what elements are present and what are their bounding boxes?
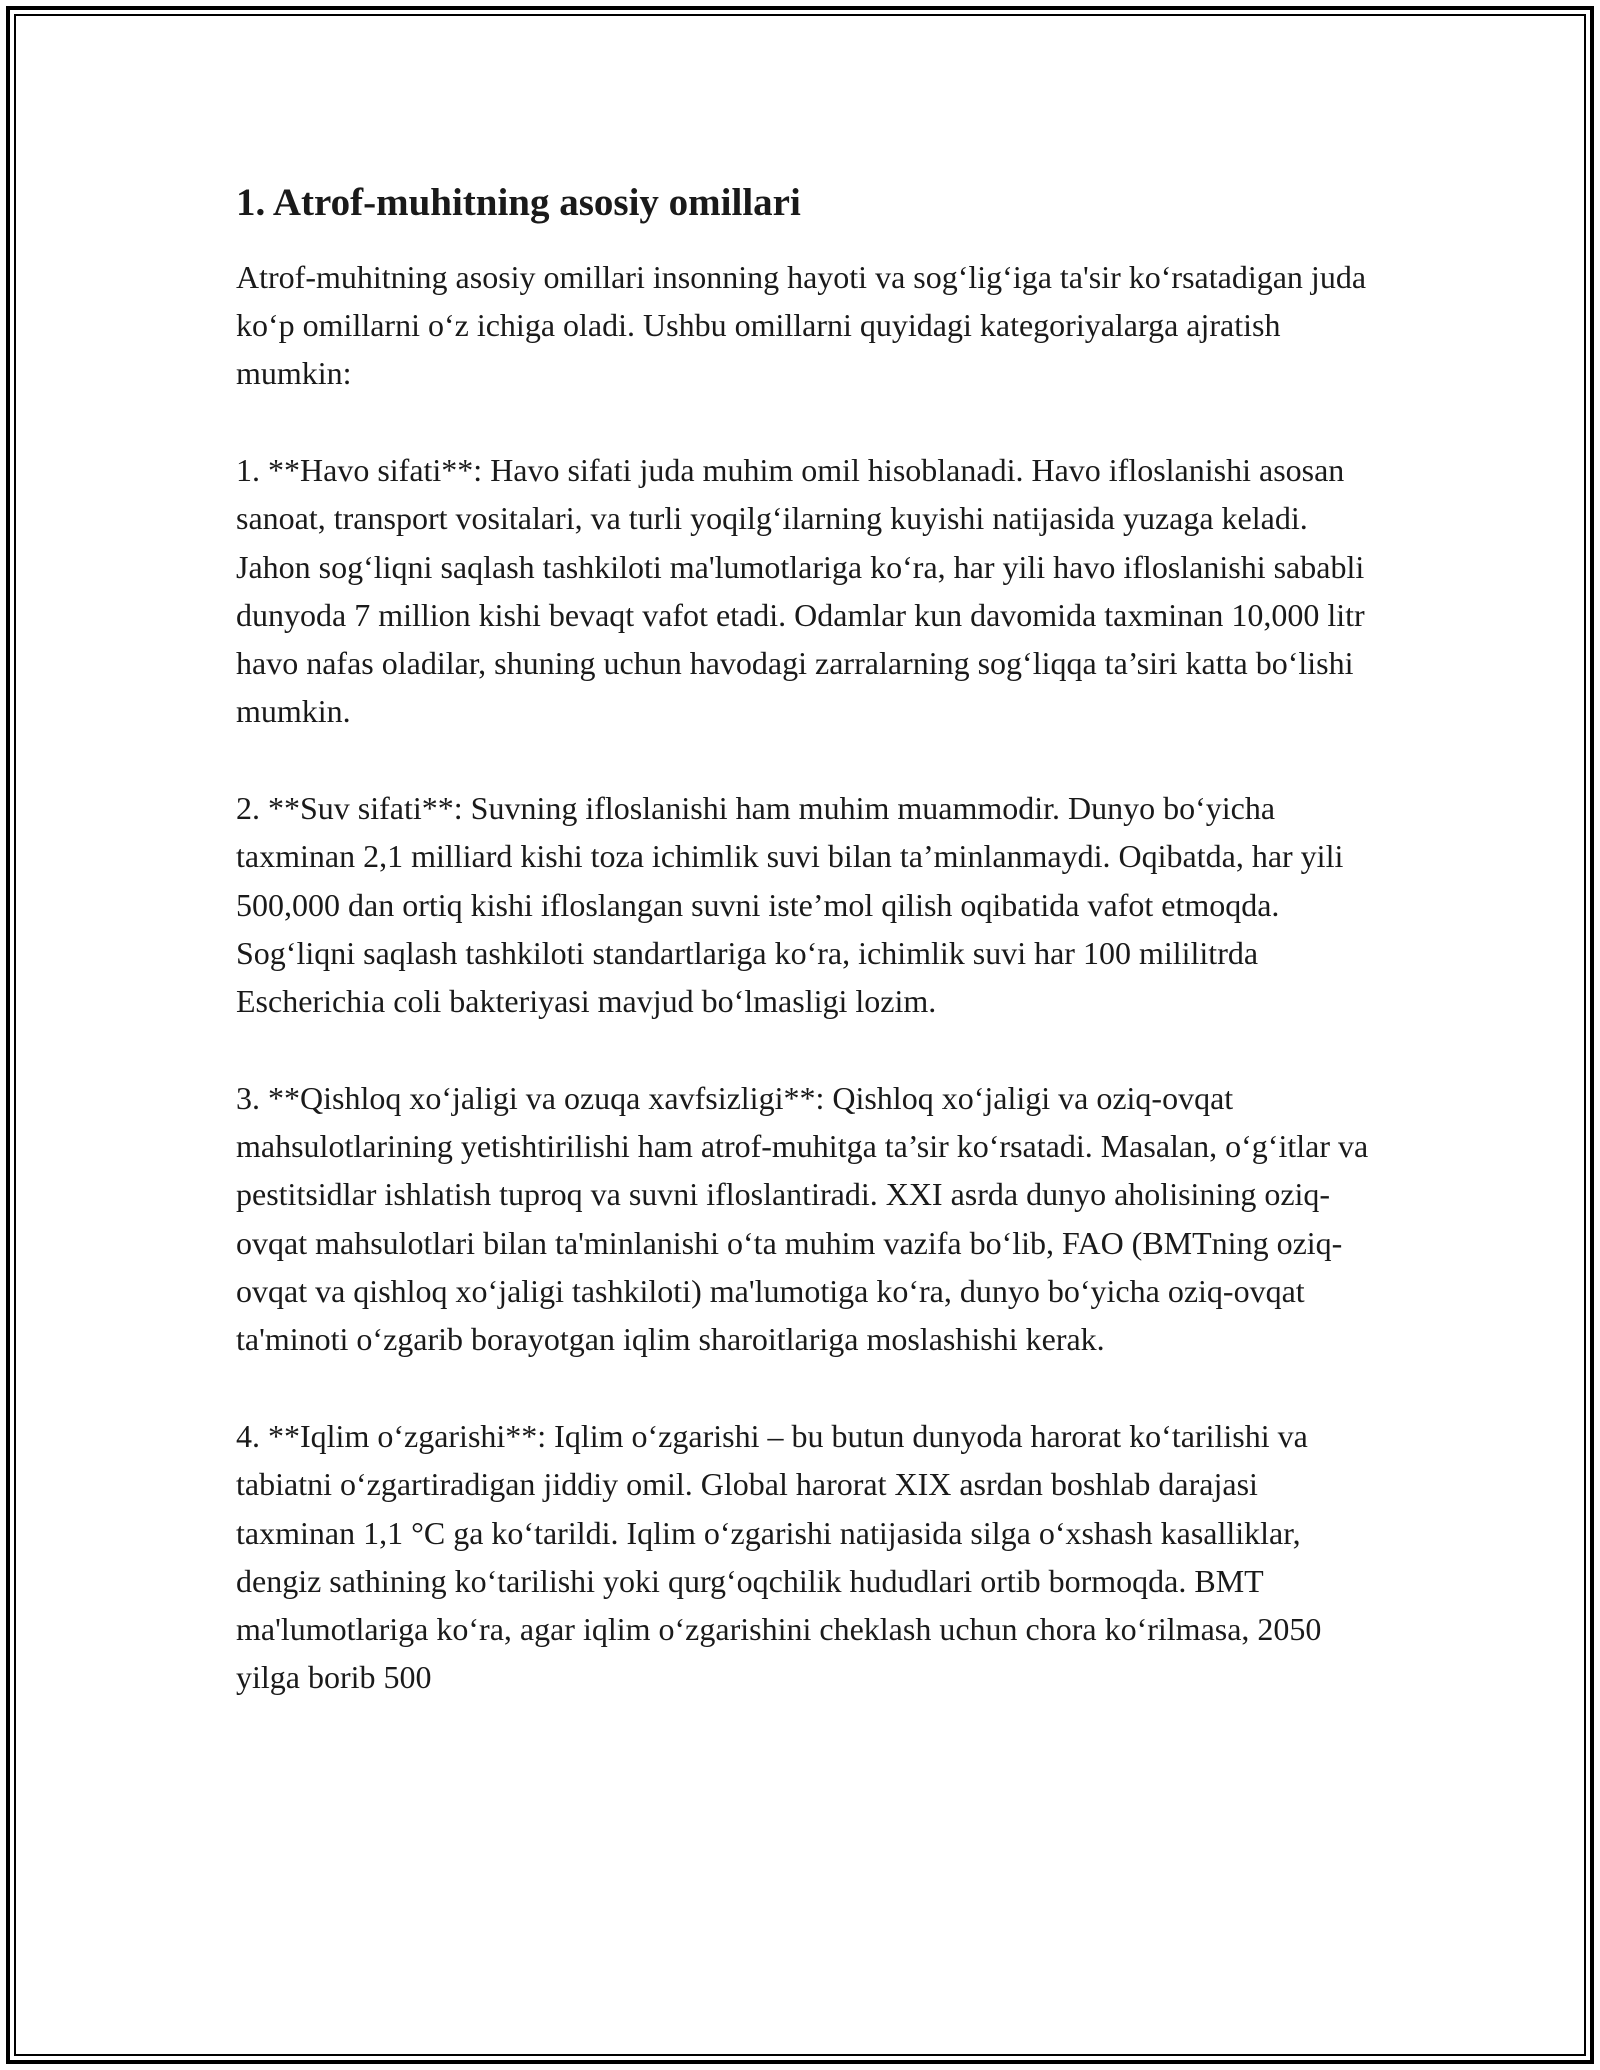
- paragraph-climate-change: 4. **Iqlim o‘zgarishi**: Iqlim o‘zgarishi – bu butun dunyoda harorat ko‘tarilishi va tabiatni o‘zgartiradigan jiddiy omil. Global harorat XIX asrdan boshlab darajasi taxminan 1,1 °C ga ko‘tarildi. Iqlim o‘zgarishi natijasida silga o‘xshash kasalliklar, dengiz sathining ko‘tarilishi yoki qurg‘oqchilik hududlari ortib bormoqda. BMT ma'lumotlariga ko‘ra, agar iqlim o‘zgarishini cheklash uchun chora ko‘rilmasa, 2050 yilga borib 500: [236, 1417, 1322, 1696]
- intro-paragraph: Atrof-muhitning asosiy omillari insonning hayoti va sog‘lig‘iga ta'sir ko‘rsatadigan juda ko‘p omillarni o‘z ichiga oladi. Ushbu omillarni quyidagi kategoriyalarga ajratish mumkin:: [236, 258, 1367, 392]
- paragraph-air-quality: 1. **Havo sifati**: Havo sifati juda muhim omil hisoblanadi. Havo ifloslanishi asosan sanoat, transport vositalari, va turli yoqilg‘ilarning kuyishi natijasida yuzaga keladi. Jahon sog‘liqni saqlash tashkiloti ma'lumotlariga ko‘ra, har yili havo ifloslanishi sababli dunyoda 7 million kishi bevaqt vafot etadi. Odamlar kun davomida taxminan 10,000 litr havo nafas oladilar, shuning uchun havodagi zarralarning sog‘liqqa ta’siri katta bo‘lishi mumkin.: [236, 451, 1365, 730]
- paragraph-water-quality: 2. **Suv sifati**: Suvning ifloslanishi ham muhim muammodir. Dunyo bo‘yicha taxminan 2,1 milliard kishi toza ichimlik suvi bilan ta’minlanmaydi. Oqibatda, har yili 500,000 dan ortiq kishi ifloslangan suvni iste’mol qilish oqibatida vafot etmoqda. Sog‘liqni saqlash tashkiloti standartlariga ko‘ra, ichimlik suvi har 100 mililitrda Escherichia coli bakteriyasi mavjud bo‘lmasligi lozim.: [236, 790, 1344, 1020]
- document-body: [236, 180, 1376, 1702]
- paragraph-agriculture-food-security: 3. **Qishloq xo‘jaligi va ozuqa xavfsizligi**: Qishloq xo‘jaligi va oziq-ovqat mahsulotlarining yetishtirilishi ham atrof-muhitga ta’sir ko‘rsatadi. Masalan, o‘g‘itlar va pestitsidlar ishlatish tuproq va suvni ifloslantiradi. XXI asrda dunyo aholisining oziq-ovqat mahsulotlari bilan ta'minlanishi o‘ta muhim vazifa bo‘lib, FAO (BMTning oziq-ovqat va qishloq xo‘jaligi tashkiloti) ma'lumotiga ko‘ra, dunyo bo‘yicha oziq-ovqat ta'minoti o‘zgarib borayotgan iqlim sharoitlariga moslashishi kerak.: [236, 1079, 1369, 1358]
- section-heading: 1. Atrof-muhitning asosiy omillari: [236, 181, 801, 224]
